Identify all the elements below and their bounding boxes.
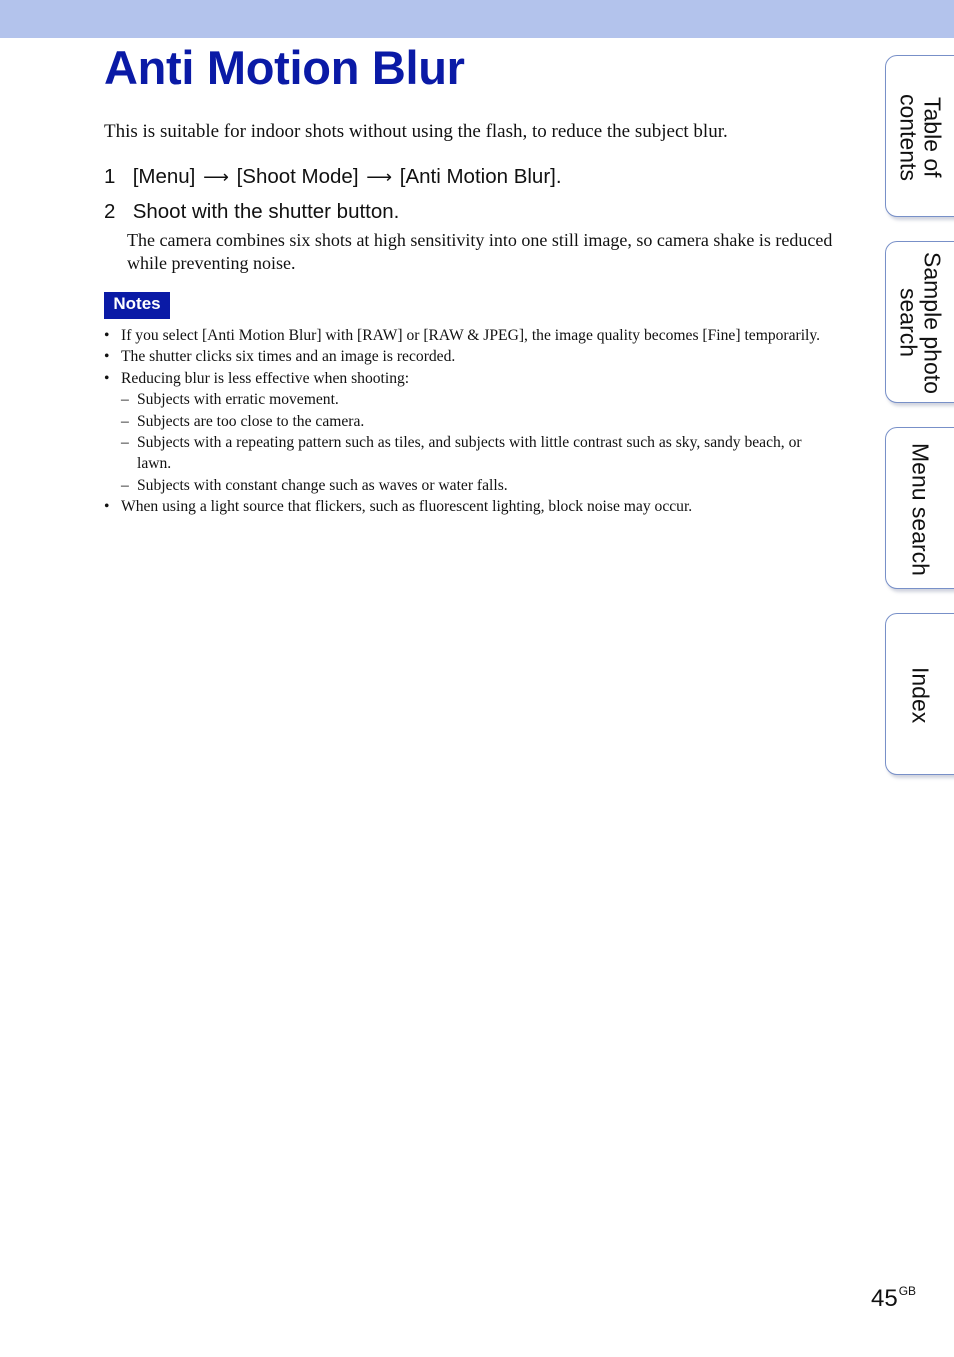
list-item (121, 475, 824, 496)
subnote-text: Subjects with constant change such as waves or water falls. (137, 476, 508, 494)
bullet-icon: • (104, 369, 110, 387)
dash-icon: – (121, 434, 129, 452)
step-1 (104, 164, 562, 190)
list-item (121, 432, 824, 475)
step-description: The camera combines six shots at high sensitivity into one still image, so camera shake is reduced while preventing noise. (127, 230, 833, 273)
anti-motion-blur-label: [Anti Motion Blur]. (399, 165, 562, 188)
subnote-text: Subjects with erratic movement. (137, 391, 339, 409)
header-band (0, 0, 954, 38)
notes-list (104, 325, 824, 518)
bullet-icon: • (104, 498, 110, 516)
list-item (104, 368, 824, 496)
tab-label: Index (907, 666, 934, 724)
note-text: When using a light source that flickers, such as fluorescent lighting, block noise may occur. (121, 498, 693, 516)
bullet-icon: • (104, 348, 110, 366)
subnote-text: Subjects are too close to the camera. (137, 412, 365, 430)
tab-sample-photo-search[interactable] (885, 241, 954, 403)
list-item (121, 411, 824, 432)
tab-label: Table of contents (895, 93, 946, 181)
intro-text: This is suitable for indoor shots without using the flash, to reduce the subject blur. (104, 121, 728, 142)
arrow-right-icon: ⟶ (203, 167, 229, 187)
arrow-right-icon: ⟶ (366, 167, 393, 187)
page-number-value: 45 (871, 1285, 898, 1312)
subnote-text: Subjects with a repeating pattern such as tiles, and subjects with little contrast such as sky, sandy beach, or lawn. (137, 434, 802, 473)
dash-icon: – (121, 391, 129, 409)
bullet-icon: • (104, 327, 110, 344)
note-text: Reducing blur is less effective when shooting: (121, 369, 410, 387)
subnotes-list (121, 389, 824, 496)
tab-menu-search[interactable] (885, 427, 954, 589)
dash-icon: – (121, 476, 129, 494)
step-number: 1 (104, 165, 116, 188)
step-text: Shoot with the shutter button. (132, 200, 400, 223)
list-item (121, 389, 824, 410)
shoot-mode-label: [Shoot Mode] (236, 165, 359, 188)
notes-badge: Notes (104, 292, 170, 319)
tab-table-of-contents[interactable] (885, 55, 954, 217)
note-text: If you select [Anti Motion Blur] with [RAW] or [RAW & JPEG], the image quality becomes [Fine] temporarily. (121, 327, 821, 344)
dash-icon: – (121, 412, 129, 430)
step-number: 2 (104, 200, 116, 223)
tab-index[interactable] (885, 613, 954, 775)
tab-label: Sample photo search (895, 252, 946, 394)
tab-label: Menu search (907, 442, 934, 576)
list-item (104, 346, 824, 367)
page-number (871, 1276, 916, 1314)
list-item (104, 325, 824, 346)
menu-label: [Menu] (132, 165, 196, 188)
step-2 (104, 199, 399, 225)
page-title: Anti Motion Blur (104, 41, 465, 94)
list-item (104, 496, 824, 517)
page-number-suffix: GB (898, 1284, 917, 1298)
note-text: The shutter clicks six times and an image is recorded. (121, 348, 456, 366)
